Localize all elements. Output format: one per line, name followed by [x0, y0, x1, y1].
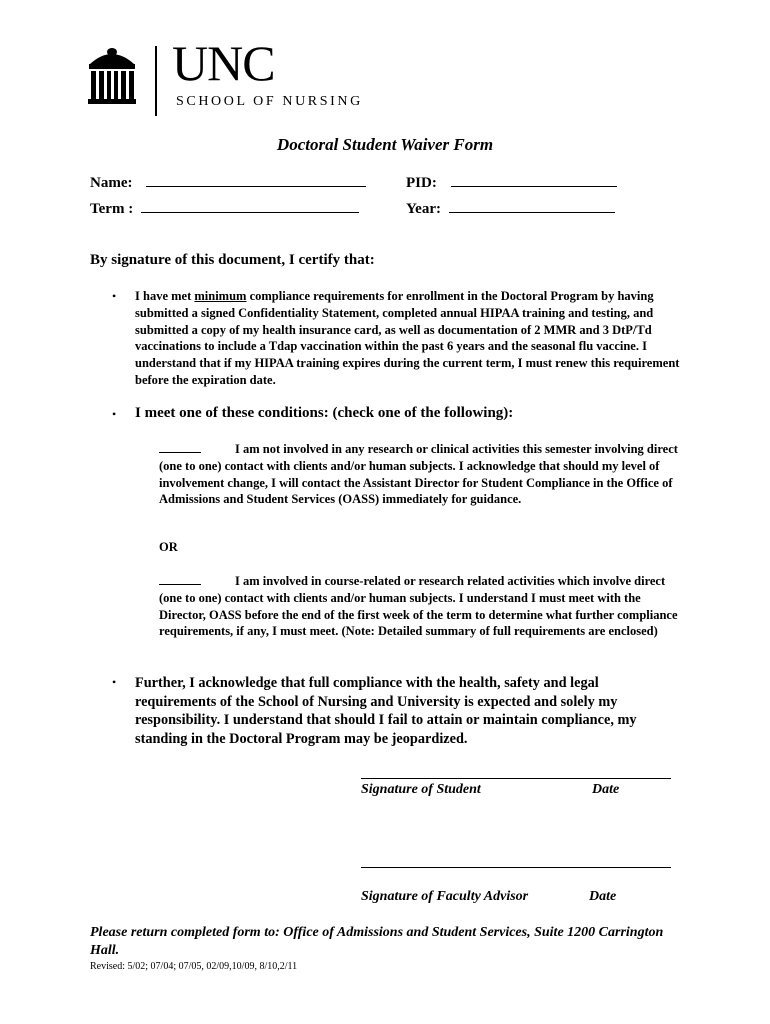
advisor-signature-line[interactable] — [361, 867, 671, 868]
logo-subtitle: SCHOOL OF NURSING — [176, 94, 363, 109]
option1-text: I am not involved in any research or clinical activities this semester involving direct (one to one) contact with clients and/or human subjects. I acknowledge that should my level of involvement change, I will contact the Assistant Director for Student Compliance in the Office of Admissions and Student Services (OASS) immediately for guidance. — [159, 442, 678, 507]
name-label: Name: — [90, 175, 133, 191]
term-field-row — [90, 198, 359, 218]
old-well-icon — [86, 46, 138, 104]
or-label: OR — [159, 540, 178, 554]
option2-checkbox-line[interactable] — [159, 573, 201, 585]
pid-input-line[interactable] — [451, 172, 617, 187]
term-input-line[interactable] — [141, 198, 359, 213]
student-signature-label: Signature of Student — [361, 782, 481, 797]
advisor-date-label: Date — [589, 889, 617, 904]
name-field-row — [90, 172, 366, 192]
return-instructions: Please return completed form to: Office of Admissions and Student Services, Suite 1200 Carrington Hall. — [90, 925, 664, 958]
bullet-icon: • — [112, 407, 117, 421]
bullet3-text: Further, I acknowledge that full compliance with the health, safety and legal requirements of the School of Nursing and University is expected and solely my responsibility. I understand that should I fail to attain or maintain compliance, my standing in the Doctoral Program may be jeopardized. — [135, 675, 637, 747]
name-input-line[interactable] — [146, 172, 366, 187]
option2-row — [159, 573, 684, 640]
form-title: Doctoral Student Waiver Form — [276, 135, 494, 154]
bullet1-underlined: minimum — [194, 289, 247, 303]
option1-checkbox-line[interactable] — [159, 441, 201, 453]
year-input-line[interactable] — [449, 198, 615, 213]
bullet-icon: • — [112, 289, 117, 303]
advisor-signature-label: Signature of Faculty Advisor — [361, 889, 529, 904]
certify-heading: By signature of this document, I certify that: — [90, 252, 375, 268]
pid-label: PID: — [406, 175, 437, 191]
revision-dates: Revised: 5/02; 07/04; 07/05, 02/09,10/09, 8/10,2/11 — [90, 961, 298, 972]
bullet1-text: I have met minimum compliance requirements for enrollment in the Doctoral Program by having submitted a signed Confidentiality Statement, completed annual HIPAA training and testing, and submitted a copy of my health insurance card, as well as documentation of 2 MMR and 3 DtP/Td vaccinations to include a Tdap vaccination within the past 6 years and the seasonal flu vaccine. I understand that if my HIPAA training expires during the current term, I must renew this requirement before the expiration date. — [135, 289, 680, 387]
student-signature-line[interactable] — [361, 778, 671, 779]
option1-row — [159, 441, 684, 508]
bullet-icon: • — [112, 675, 117, 689]
year-label: Year: — [406, 201, 441, 217]
logo-title: UNC — [172, 35, 275, 91]
year-field-row — [406, 198, 615, 218]
pid-field-row — [406, 172, 617, 192]
logo-divider — [155, 46, 157, 116]
term-label: Term : — [90, 201, 134, 217]
student-date-label: Date — [592, 782, 620, 797]
bullet2-text: I meet one of these conditions: (check one of the following): — [135, 405, 514, 421]
option2-text: I am involved in course-related or research related activities which involve direct (one to one) contact with clients and/or human subjects. I understand I must meet with the Director, OASS before the end of the first week of the term to determine what further compliance requirements, if any, I must meet. (Note: Detailed summary of full requirements are enclosed) — [159, 574, 678, 639]
